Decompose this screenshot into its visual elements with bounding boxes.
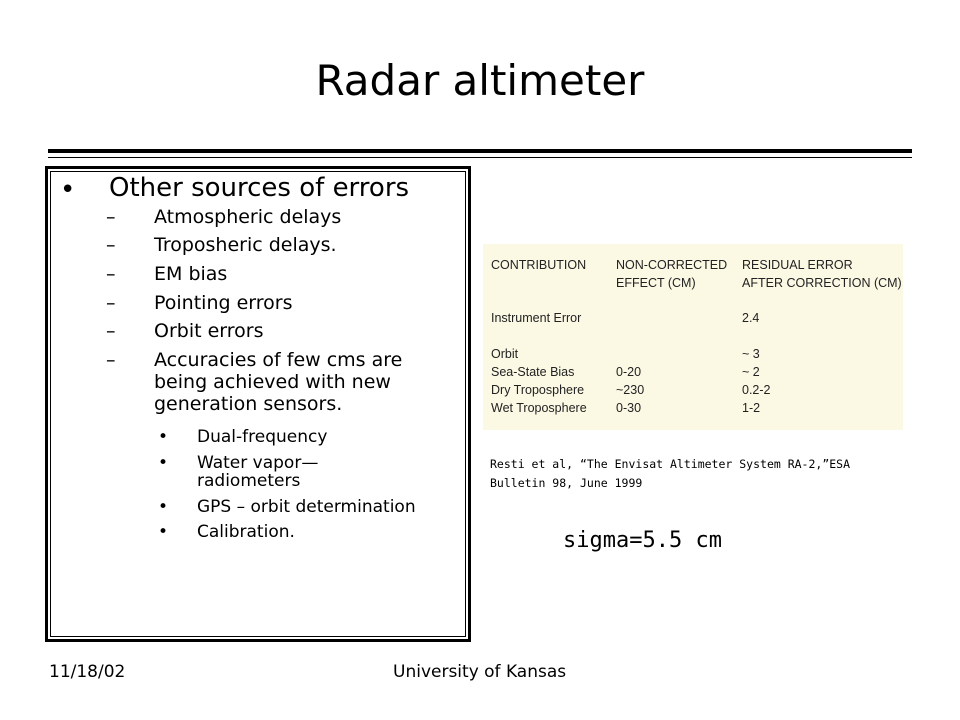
sub-bullet-marker: • [158, 427, 169, 447]
dash-marker: – [106, 263, 116, 285]
table-cell: Dry Troposphere [491, 383, 585, 397]
footer-institution: University of Kansas [393, 662, 567, 682]
list-item: Atmospheric delays [154, 206, 342, 228]
sub-bullet-marker: • [158, 497, 169, 517]
table-header-residual: RESIDUAL ERROR [742, 258, 853, 272]
table-cell: 2.4 [742, 311, 760, 325]
table-cell: 0.2-2 [742, 383, 771, 397]
dash-marker: – [106, 234, 116, 256]
sub-item-line: Water vapor— [197, 453, 319, 473]
table-header-noncorrected-unit: EFFECT (CM) [616, 276, 696, 290]
dash-marker: – [106, 206, 116, 228]
table-cell: ~230 [616, 383, 645, 397]
dash-marker: – [106, 349, 116, 371]
list-item-line: Accuracies of few cms are [154, 349, 403, 371]
table-cell: Wet Troposphere [491, 401, 587, 415]
table-header-residual-unit: AFTER CORRECTION (CM) [742, 276, 902, 290]
dash-marker: – [106, 292, 116, 314]
slide-title: Radar altimeter [315, 56, 645, 105]
error-budget-table [483, 244, 903, 430]
sub-bullet-marker: • [158, 453, 169, 473]
title-divider-thin [48, 157, 912, 158]
table-cell: Instrument Error [491, 311, 582, 325]
sub-bullet-marker: • [158, 522, 169, 542]
sigma-value: sigma=5.5 cm [563, 528, 722, 553]
table-header-contribution: CONTRIBUTION [491, 258, 587, 272]
sub-item: Calibration. [197, 522, 295, 542]
list-item: Orbit errors [154, 320, 264, 342]
list-item-line: generation sensors. [154, 393, 343, 415]
list-item: Pointing errors [154, 292, 293, 314]
sub-item: GPS – orbit determination [197, 497, 416, 517]
title-divider-thick [48, 149, 912, 153]
section-heading: Other sources of errors [109, 173, 410, 203]
list-item: Troposheric delays. [154, 234, 337, 256]
footer-date: 11/18/02 [49, 662, 126, 682]
citation-line: Bulletin 98, June 1999 [490, 476, 643, 490]
table-cell: Orbit [491, 347, 519, 361]
table-header-noncorrected: NON-CORRECTED [616, 258, 728, 272]
table-cell: 0-30 [616, 401, 642, 415]
list-item-line: being achieved with new [154, 371, 391, 393]
citation-line: Resti et al, “The Envisat Altimeter System RA-2,”ESA [490, 457, 851, 471]
bullet-marker: • [60, 175, 76, 205]
table-cell: 1-2 [742, 401, 761, 415]
table-cell: ~ 3 [742, 347, 760, 361]
sub-item: Dual-frequency [197, 427, 328, 447]
sub-item-line: radiometers [197, 471, 301, 491]
list-item: EM bias [154, 263, 228, 285]
dash-marker: – [106, 320, 116, 342]
content-box [45, 166, 471, 642]
table-cell: 0-20 [616, 365, 642, 379]
table-cell: Sea-State Bias [491, 365, 575, 379]
table-cell: ~ 2 [742, 365, 760, 379]
citation [490, 455, 870, 493]
